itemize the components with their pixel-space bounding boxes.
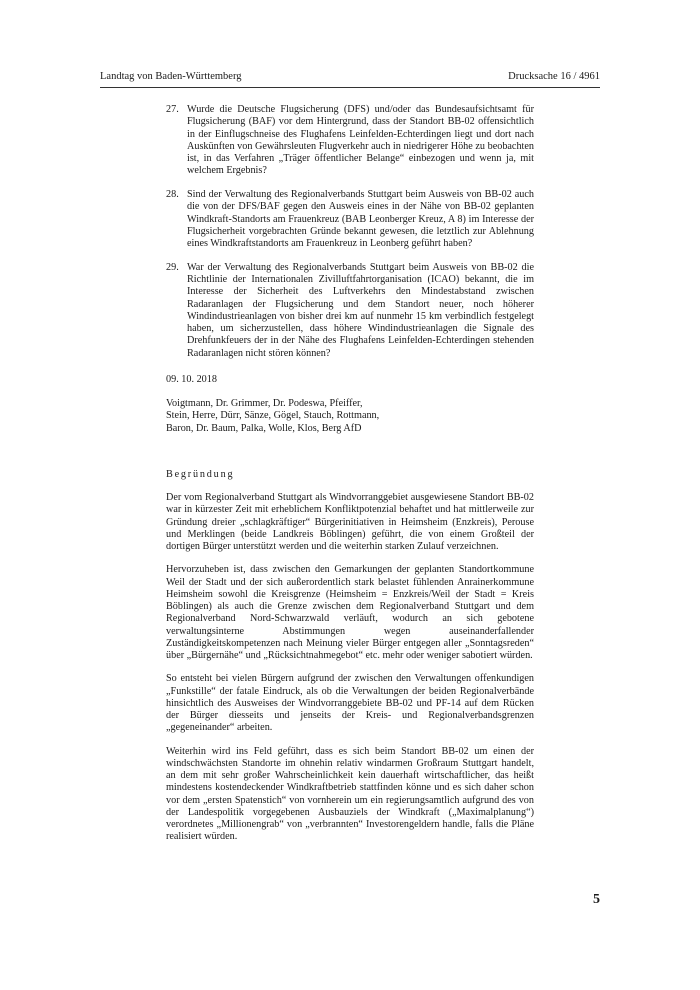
signers-line: Voigtmann, Dr. Grimmer, Dr. Podeswa, Pfeiffer, [166, 398, 363, 409]
signers [166, 398, 534, 435]
question-number: 28. [166, 189, 179, 200]
question-27 [166, 104, 534, 178]
question-number: 29. [166, 261, 179, 273]
paragraph: Weiterhin wird ins Feld geführt, dass es sich beim Standort BB-02 um einen der windschwächsten Standorte im ohnehin relativ windarmen Großraum Stuttgart handelt, an dem mit sehr großer Wahrscheinlichkeit kein dauerhaft wirtschaftlicher, das heißt mindestens kostendeckender Windkraftbetrieb stattfinden könne und es sich daher schon vor dem „ersten Spatenstich“ von vornherein um ein regierungsamtlich aufgrund des von der Landespolitik vorgegebenen Ausbauziels der Windkraft („Maximalplanung“) verordnetes „Millionengrab“ von „verbrannten“ Investorengeldern handle, falls die Pläne realisiert würden. [166, 745, 534, 843]
paragraph: Hervorzuheben ist, dass zwischen den Gemarkungen der geplanten Standortkommune Weil der Stadt und der sich außerordentlich stark belastet fühlenden Anrainerkommune Heimsheim sowohl die Kreisgrenze (Heimsheim = Enzkreis/Weil der Stadt = Kreis Böblingen) als auch die Grenze zwischen dem Regionalverband Stuttgart und dem Regionalverband Nord-Schwarzwald verläuft, wodurch an sich gebotene verwaltungsinterne Abstimmungen wegen auseinanderfallender Zuständigkeitskompetenzen nach Meinung vieler Bürger entgegen aller „Sonntagsreden“ über „Bürgernähe“ und „Rücksichtnahmegebot“ etc. mehr oder weniger sabotiert würden. [166, 564, 534, 661]
question-text: War der Verwaltung des Regionalverbands Stuttgart beim Ausweis von BB-02 die Richtlinie der Internationalen Zivilluftfahrtorganisation (ICAO) bekannt, die im Interesse der Sicherheit des Luftverkehrs den Mindestabstand zwischen Radaranlagen der Flugsicherung und dem Standort neuer, noch höherer Windindustrieanlagen von bisher drei km auf nunmehr 15 km verbindlich festgelegt haben, um sicherzustellen, dass höhere Windindustrieanlagen die Signale des Drehfunkfeuers der in der Nähe des Flughafens Leinfelden-Echterdingen stehenden Radaranlagen nicht stören können? [187, 261, 534, 359]
question-text: Wurde die Deutsche Flugsicherung (DFS) und/oder das Bundesaufsichtsamt für Flugsicherung (BAF) vor dem Hintergrund, dass der Standort BB-02 offensichtlich in der Einflugschneise des Flughafens Leinfelden-Echterdingen liegt und dort nach Auskünften von Gewährsleuten Flugverkehr auch in niedrigerer Höhe zu beobachten ist, in das Verfahren „Träger öffentlicher Belange“ einbezogen und wenn ja, mit welchem Ergebnis? [187, 104, 534, 177]
page-number: 5 [593, 892, 600, 907]
date: 09. 10. 2018 [166, 373, 217, 385]
header-title: Landtag von Baden-Württemberg [100, 71, 242, 82]
page-header [100, 71, 600, 88]
paragraph: So entsteht bei vielen Bürgern aufgrund der zwischen den Verwaltungen offenkundigen „Funkstille“ der fatale Eindruck, als ob die Verwaltungen der beiden Regionalverbände hinsichtlich des Ausweises der Windvorranggebiete BB-02 und PF-14 auf dem Rücken der Bürger diesseits und jenseits der Kreis- und Regionalverbandsgrenzen „gegeneinander“ arbeiten. [166, 673, 534, 734]
section-heading: Begründung [166, 468, 235, 480]
main-content [166, 104, 534, 855]
question-number: 27. [166, 104, 179, 115]
header-document-number: Drucksache 16 / 4961 [508, 71, 600, 82]
question-29 [166, 262, 534, 360]
question-text: Sind der Verwaltung des Regionalverbands Stuttgart beim Ausweis von BB-02 auch die von der DFS/BAF gegen den Ausweis eines in der Nähe von BB-02 geplanten Windkraft-Standorts am Frauenkreuz (BAB Leonberger Kreuz, A 8) im Interesse der Flugsicherheit vorgebrachten Gründe bekannt gewesen, die letztlich zur Ablehnung eines Windkraftstandorts am Frauenkreuz in Leonberg geführt haben? [187, 189, 534, 249]
question-28 [166, 189, 534, 250]
signers-line: Stein, Herre, Dürr, Sänze, Gögel, Stauch, Rottmann, [166, 410, 380, 422]
signers-line: Baron, Dr. Baum, Palka, Wolle, Klos, Berg AfD [166, 422, 362, 434]
paragraph: Der vom Regionalverband Stuttgart als Windvorranggebiet ausgewiesene Standort BB-02 war in kürzester Zeit mit erheblichem Konfliktpotenzial behaftet und hat mittlerweile zur Gründung dreier „schlagkräftiger“ Bürgerinitiativen in Heimsheim (Enzkreis), Perouse und Merklingen (beide Landkreis Böblingen) geführt, die von einem Großteil der dortigen Bürger unterstützt werden und die weiterhin starken Zulauf verzeichnen. [166, 492, 534, 552]
